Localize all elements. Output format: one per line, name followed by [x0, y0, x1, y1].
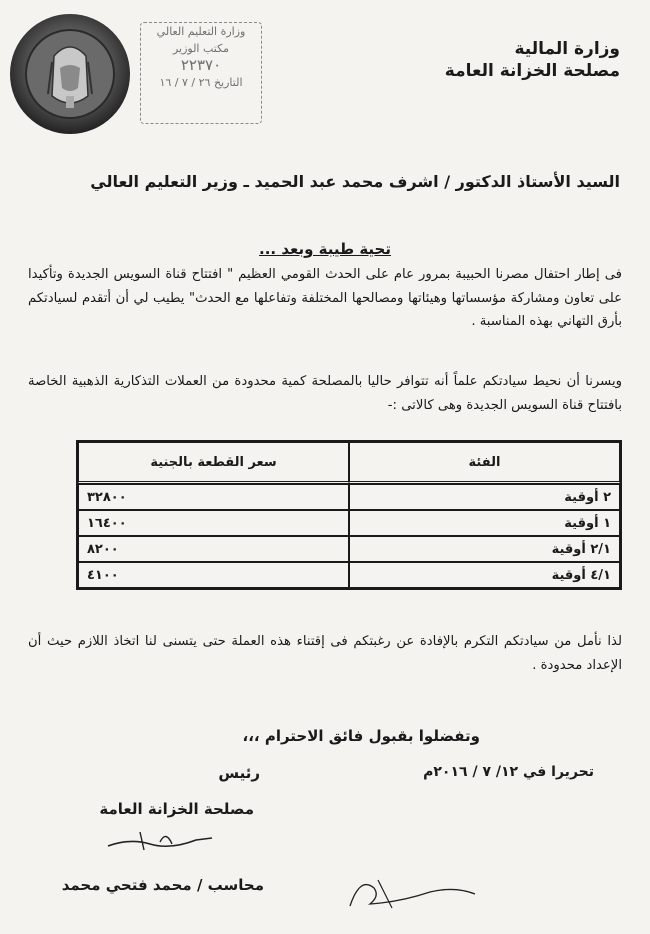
signer-name: محاسب / محمد فتحي محمد: [61, 876, 264, 894]
price-cell: ٤١٠٠: [78, 562, 349, 588]
category-cell: ٤/١ أوقية: [349, 562, 620, 588]
price-cell: ٨٢٠٠: [78, 536, 349, 562]
stamp-line: مكتب الوزير: [172, 42, 230, 55]
stamp-number: ٢٢٣٧٠: [180, 56, 222, 74]
authority-name: مصلحة الخزانة العامة: [444, 61, 620, 81]
greeting: تحية طيبة وبعد ...: [259, 240, 391, 258]
signer-authority: مصلحة الخزانة العامة: [99, 800, 254, 818]
category-cell: ٢/١ أوقية: [349, 536, 620, 562]
date-line: تحريرا في ١٢/ ٧ / ٢٠١٦م: [423, 764, 594, 780]
signature-mark: [100, 820, 220, 860]
paragraph-intro: فى إطار احتفال مصرنا الحبيبة بمرور عام على الحدث القومي العظيم " افتتاح قناة السويس الجديدة وتأكيدا على تعاون ومشاركة مؤسساتها وهيئاتها ومصالحها المختلفة وتفاعلها مع الحدث" يطيب لي أن أتقدم لسيادتكم بأرق التهاني بهذه المناسبة .: [28, 267, 622, 329]
letterhead: [445, 38, 620, 82]
ministry-name: وزارة المالية: [514, 39, 620, 59]
signer-title: رئيس: [218, 764, 260, 782]
coin-price-table: [76, 440, 622, 590]
price-cell: ١٦٤٠٠: [78, 510, 349, 536]
stamp-line: وزارة التعليم العالي: [156, 25, 246, 38]
paragraph-request: لذا نأمل من سيادتكم التكرم بالإفادة عن رغبتكم فى إقتناء هذه العملة حتى يتسنى لنا اتخاذ اللازم حيث أن الإعداد محدودة .: [28, 634, 622, 673]
table-row: [78, 536, 620, 562]
incoming-stamp: [140, 22, 262, 124]
column-header-category: الفئة: [349, 442, 620, 484]
category-cell: ٢ أوقية: [349, 484, 620, 510]
category-cell: ١ أوقية: [349, 510, 620, 536]
stamp-date: التاريخ ٢٦ / ٧ / ١٦: [159, 76, 243, 89]
recipient-line: السيد الأستاذ الدكتور / اشرف محمد عبد الحميد ـ وزير التعليم العالي: [90, 172, 620, 191]
closing-line: وتفضلوا بقبول فائق الاحترام ،،،: [242, 727, 480, 745]
paragraph-offer: ويسرنا أن نحيط سيادتكم علماً أنه تتوافر حاليا بالمصلحة كمية محدودة من العملات التذكارية الذهبية الخاصة بافتتاح قناة السويس الجديدة وهى كالاتى :-: [28, 374, 622, 413]
table-row: [78, 562, 620, 588]
table-row: [78, 484, 620, 510]
handwritten-signature: [330, 866, 480, 916]
table-row: [78, 510, 620, 536]
table-header-row: [78, 442, 620, 484]
column-header-price: سعر القطعة بالجنية: [78, 442, 349, 484]
ministry-seal: [8, 12, 132, 136]
price-cell: ٣٢٨٠٠: [78, 484, 349, 510]
